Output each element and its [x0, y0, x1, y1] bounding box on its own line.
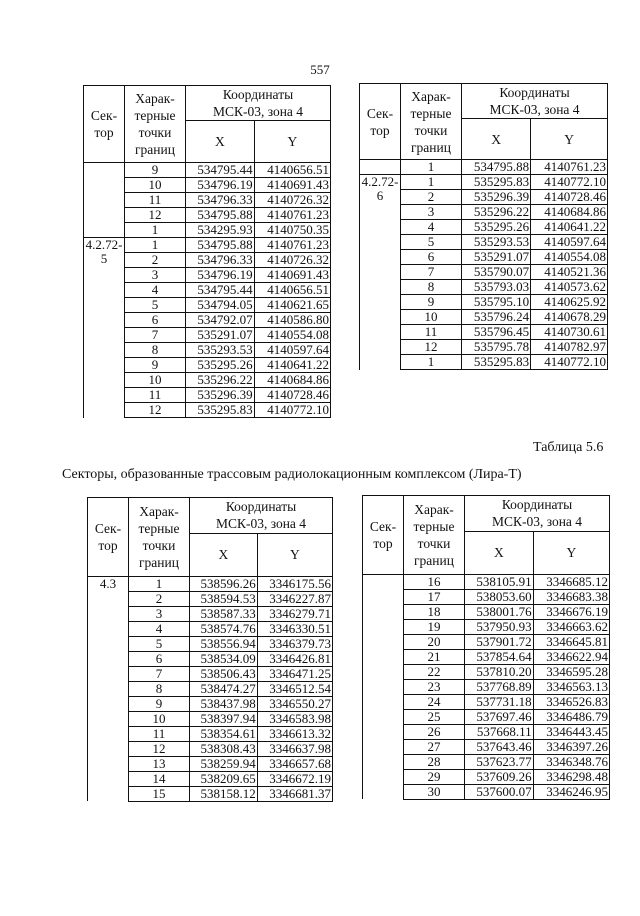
x-value: 535295.26: [462, 220, 531, 235]
y-value: 3346330.51: [257, 621, 332, 636]
x-value: 535295.83: [186, 403, 255, 418]
y-value: 4140521.36: [531, 265, 608, 280]
coordinates-table-bottom-left: [87, 497, 333, 802]
sector-header: Сек- тор: [360, 84, 401, 160]
x-value: 537731.18: [465, 694, 534, 709]
y-value: 3346663.62: [533, 619, 609, 634]
x-value: 534795.88: [186, 238, 255, 253]
y-value: 4140772.10: [531, 355, 608, 370]
x-value: 537901.72: [465, 634, 534, 649]
x-value: 535796.45: [462, 325, 531, 340]
y-value: 3346512.54: [257, 681, 332, 696]
page-number: 557: [310, 62, 330, 77]
point-number: 11: [401, 325, 462, 340]
y-value: 3346471.25: [257, 666, 332, 681]
x-value: 535296.22: [186, 373, 255, 388]
x-value: 537854.64: [465, 649, 534, 664]
coordinates-header: Координаты МСК-03, зона 4: [465, 496, 610, 532]
point-number: 17: [404, 589, 465, 604]
y-value: 3346175.56: [257, 576, 332, 591]
x-value: 537810.20: [465, 664, 534, 679]
y-header: Y: [533, 531, 609, 574]
y-header: Y: [531, 119, 608, 160]
point-number: 5: [129, 636, 190, 651]
point-number: 28: [404, 754, 465, 769]
sector-header: Сек- тор: [88, 498, 129, 577]
table-row: [360, 175, 608, 190]
point-number: 9: [401, 295, 462, 310]
point-number: 6: [129, 651, 190, 666]
point-number: 1: [125, 223, 186, 238]
point-number: 10: [125, 178, 186, 193]
x-value: 538105.91: [465, 574, 534, 589]
point-number: 1: [401, 355, 462, 370]
x-value: 535296.39: [462, 190, 531, 205]
table-label: Таблица 5.6: [533, 440, 604, 455]
y-value: 3346379.73: [257, 636, 332, 651]
x-value: 535795.78: [462, 340, 531, 355]
point-number: 1: [125, 238, 186, 253]
y-value: 3346657.68: [257, 756, 332, 771]
y-value: 3346443.45: [533, 724, 609, 739]
y-value: 3346622.94: [533, 649, 609, 664]
point-number: 11: [125, 388, 186, 403]
x-value: 537643.46: [465, 739, 534, 754]
y-value: 4140750.35: [254, 223, 330, 238]
y-value: 4140726.32: [254, 253, 330, 268]
x-value: 534796.19: [186, 268, 255, 283]
y-value: 4140625.92: [531, 295, 608, 310]
point-number: 12: [129, 741, 190, 756]
y-value: 4140691.43: [254, 268, 330, 283]
x-header: X: [186, 121, 255, 163]
point-number: 25: [404, 709, 465, 724]
y-value: 3346227.87: [257, 591, 332, 606]
x-value: 537768.89: [465, 679, 534, 694]
y-value: 4140728.46: [531, 190, 608, 205]
coordinates-header: Координаты МСК-03, зона 4: [186, 86, 331, 121]
y-value: 3346426.81: [257, 651, 332, 666]
x-value: 537950.93: [465, 619, 534, 634]
y-value: 4140597.64: [531, 235, 608, 250]
points-header: Харак- терные точки границ: [401, 84, 462, 160]
y-value: 4140656.51: [254, 163, 330, 178]
x-value: 538587.33: [190, 606, 258, 621]
sector-cell: [84, 163, 125, 238]
sector-cell: [363, 574, 404, 799]
point-number: 27: [404, 739, 465, 754]
y-value: 4140684.86: [254, 373, 330, 388]
x-value: 534795.88: [462, 160, 531, 175]
y-header: Y: [257, 533, 332, 576]
point-number: 10: [129, 711, 190, 726]
x-value: 538574.76: [190, 621, 258, 636]
x-value: 535793.03: [462, 280, 531, 295]
y-value: 4140641.22: [254, 358, 330, 373]
y-value: 4140554.08: [531, 250, 608, 265]
x-value: 535296.39: [186, 388, 255, 403]
points-header: Харак- терные точки границ: [129, 498, 190, 577]
x-value: 535291.07: [462, 250, 531, 265]
x-value: 538308.43: [190, 741, 258, 756]
point-number: 8: [129, 681, 190, 696]
x-value: 538437.98: [190, 696, 258, 711]
y-value: 4140678.29: [531, 310, 608, 325]
x-header: X: [465, 531, 534, 574]
y-value: 3346685.12: [533, 574, 609, 589]
x-header: X: [190, 533, 258, 576]
table-row: [88, 576, 333, 591]
point-number: 3: [125, 268, 186, 283]
y-value: 3346526.83: [533, 694, 609, 709]
x-value: 538259.94: [190, 756, 258, 771]
point-number: 8: [401, 280, 462, 295]
point-number: 15: [129, 786, 190, 801]
x-value: 534794.05: [186, 298, 255, 313]
point-number: 24: [404, 694, 465, 709]
point-number: 12: [401, 340, 462, 355]
x-value: 534796.33: [186, 193, 255, 208]
y-value: 3346298.48: [533, 769, 609, 784]
y-value: 4140761.23: [531, 160, 608, 175]
y-value: 3346637.98: [257, 741, 332, 756]
point-number: 30: [404, 784, 465, 799]
x-value: 537668.11: [465, 724, 534, 739]
x-value: 535295.83: [462, 355, 531, 370]
x-header: X: [462, 119, 531, 160]
y-value: 3346246.95: [533, 784, 609, 799]
point-number: 10: [125, 373, 186, 388]
point-number: 12: [125, 208, 186, 223]
y-value: 3346676.19: [533, 604, 609, 619]
x-value: 538209.65: [190, 771, 258, 786]
x-value: 535293.53: [186, 343, 255, 358]
sector-header: Сек- тор: [84, 86, 125, 163]
y-value: 4140641.22: [531, 220, 608, 235]
y-value: 4140621.65: [254, 298, 330, 313]
x-value: 535295.83: [462, 175, 531, 190]
x-value: 534796.33: [186, 253, 255, 268]
y-value: 3346613.32: [257, 726, 332, 741]
y-value: 3346672.19: [257, 771, 332, 786]
y-value: 4140761.23: [254, 238, 330, 253]
y-value: 3346550.27: [257, 696, 332, 711]
y-value: 4140730.61: [531, 325, 608, 340]
y-value: 4140691.43: [254, 178, 330, 193]
y-value: 4140772.10: [254, 403, 330, 418]
y-value: 4140782.97: [531, 340, 608, 355]
point-number: 2: [401, 190, 462, 205]
coordinates-header: Координаты МСК-03, зона 4: [462, 84, 608, 119]
x-value: 538053.60: [465, 589, 534, 604]
point-number: 13: [129, 756, 190, 771]
x-value: 538596.26: [190, 576, 258, 591]
y-value: 4140597.64: [254, 343, 330, 358]
point-number: 9: [125, 163, 186, 178]
x-value: 535293.53: [462, 235, 531, 250]
x-value: 534795.44: [186, 283, 255, 298]
point-number: 6: [125, 313, 186, 328]
point-number: 3: [401, 205, 462, 220]
x-value: 534792.07: [186, 313, 255, 328]
y-value: 3346563.13: [533, 679, 609, 694]
y-value: 4140772.10: [531, 175, 608, 190]
x-value: 535295.26: [186, 358, 255, 373]
point-number: 7: [129, 666, 190, 681]
x-value: 538001.76: [465, 604, 534, 619]
point-number: 23: [404, 679, 465, 694]
sector-cell: 4.2.72- 5: [84, 238, 125, 418]
point-number: 2: [125, 253, 186, 268]
point-number: 14: [129, 771, 190, 786]
y-header: Y: [254, 121, 330, 163]
point-number: 2: [129, 591, 190, 606]
y-value: 3346645.81: [533, 634, 609, 649]
point-number: 1: [401, 160, 462, 175]
points-header: Харак- терные точки границ: [125, 86, 186, 163]
point-number: 7: [125, 328, 186, 343]
x-value: 538397.94: [190, 711, 258, 726]
table-row: [363, 574, 610, 589]
x-value: 535291.07: [186, 328, 255, 343]
point-number: 10: [401, 310, 462, 325]
x-value: 538534.09: [190, 651, 258, 666]
point-number: 5: [125, 298, 186, 313]
x-value: 535296.22: [462, 205, 531, 220]
x-value: 535790.07: [462, 265, 531, 280]
y-value: 3346681.37: [257, 786, 332, 801]
point-number: 1: [401, 175, 462, 190]
table-row: [84, 238, 331, 253]
y-value: 4140656.51: [254, 283, 330, 298]
point-number: 5: [401, 235, 462, 250]
point-number: 4: [401, 220, 462, 235]
y-value: 3346279.71: [257, 606, 332, 621]
x-value: 534795.88: [186, 208, 255, 223]
x-value: 535795.10: [462, 295, 531, 310]
x-value: 538474.27: [190, 681, 258, 696]
point-number: 29: [404, 769, 465, 784]
y-value: 3346348.76: [533, 754, 609, 769]
x-value: 537609.26: [465, 769, 534, 784]
y-value: 4140554.08: [254, 328, 330, 343]
x-value: 535796.24: [462, 310, 531, 325]
point-number: 9: [129, 696, 190, 711]
coordinates-table-top-left: [83, 85, 331, 418]
coordinates-table-bottom-right: [362, 495, 610, 800]
table-row: [84, 163, 331, 178]
y-value: 3346583.98: [257, 711, 332, 726]
y-value: 4140586.80: [254, 313, 330, 328]
x-value: 538354.61: [190, 726, 258, 741]
point-number: 4: [129, 621, 190, 636]
point-number: 9: [125, 358, 186, 373]
point-number: 26: [404, 724, 465, 739]
y-value: 4140684.86: [531, 205, 608, 220]
point-number: 21: [404, 649, 465, 664]
x-value: 537600.07: [465, 784, 534, 799]
y-value: 4140761.23: [254, 208, 330, 223]
x-value: 538506.43: [190, 666, 258, 681]
y-value: 3346486.79: [533, 709, 609, 724]
coordinates-header: Координаты МСК-03, зона 4: [190, 498, 333, 534]
point-number: 7: [401, 265, 462, 280]
point-number: 1: [129, 576, 190, 591]
table-row: [360, 160, 608, 175]
point-number: 8: [125, 343, 186, 358]
point-number: 19: [404, 619, 465, 634]
sector-cell: [360, 160, 401, 175]
coordinates-table-top-right: [359, 83, 608, 370]
point-number: 22: [404, 664, 465, 679]
y-value: 4140728.46: [254, 388, 330, 403]
x-value: 537623.77: [465, 754, 534, 769]
x-value: 538594.53: [190, 591, 258, 606]
x-value: 534295.93: [186, 223, 255, 238]
y-value: 3346683.38: [533, 589, 609, 604]
x-value: 537697.46: [465, 709, 534, 724]
point-number: 16: [404, 574, 465, 589]
point-number: 18: [404, 604, 465, 619]
points-header: Харак- терные точки границ: [404, 496, 465, 575]
y-value: 4140573.62: [531, 280, 608, 295]
sector-header: Сек- тор: [363, 496, 404, 575]
sector-cell: 4.3: [88, 576, 129, 801]
x-value: 538556.94: [190, 636, 258, 651]
x-value: 534795.44: [186, 163, 255, 178]
point-number: 4: [125, 283, 186, 298]
point-number: 20: [404, 634, 465, 649]
point-number: 6: [401, 250, 462, 265]
point-number: 11: [129, 726, 190, 741]
y-value: 4140726.32: [254, 193, 330, 208]
point-number: 11: [125, 193, 186, 208]
point-number: 12: [125, 403, 186, 418]
x-value: 534796.19: [186, 178, 255, 193]
x-value: 538158.12: [190, 786, 258, 801]
section-title: Секторы, образованные трассовым радиолокационным комплексом (Лира-Т): [62, 467, 522, 482]
point-number: 3: [129, 606, 190, 621]
sector-cell: 4.2.72- 6: [360, 175, 401, 370]
y-value: 3346397.26: [533, 739, 609, 754]
y-value: 3346595.28: [533, 664, 609, 679]
